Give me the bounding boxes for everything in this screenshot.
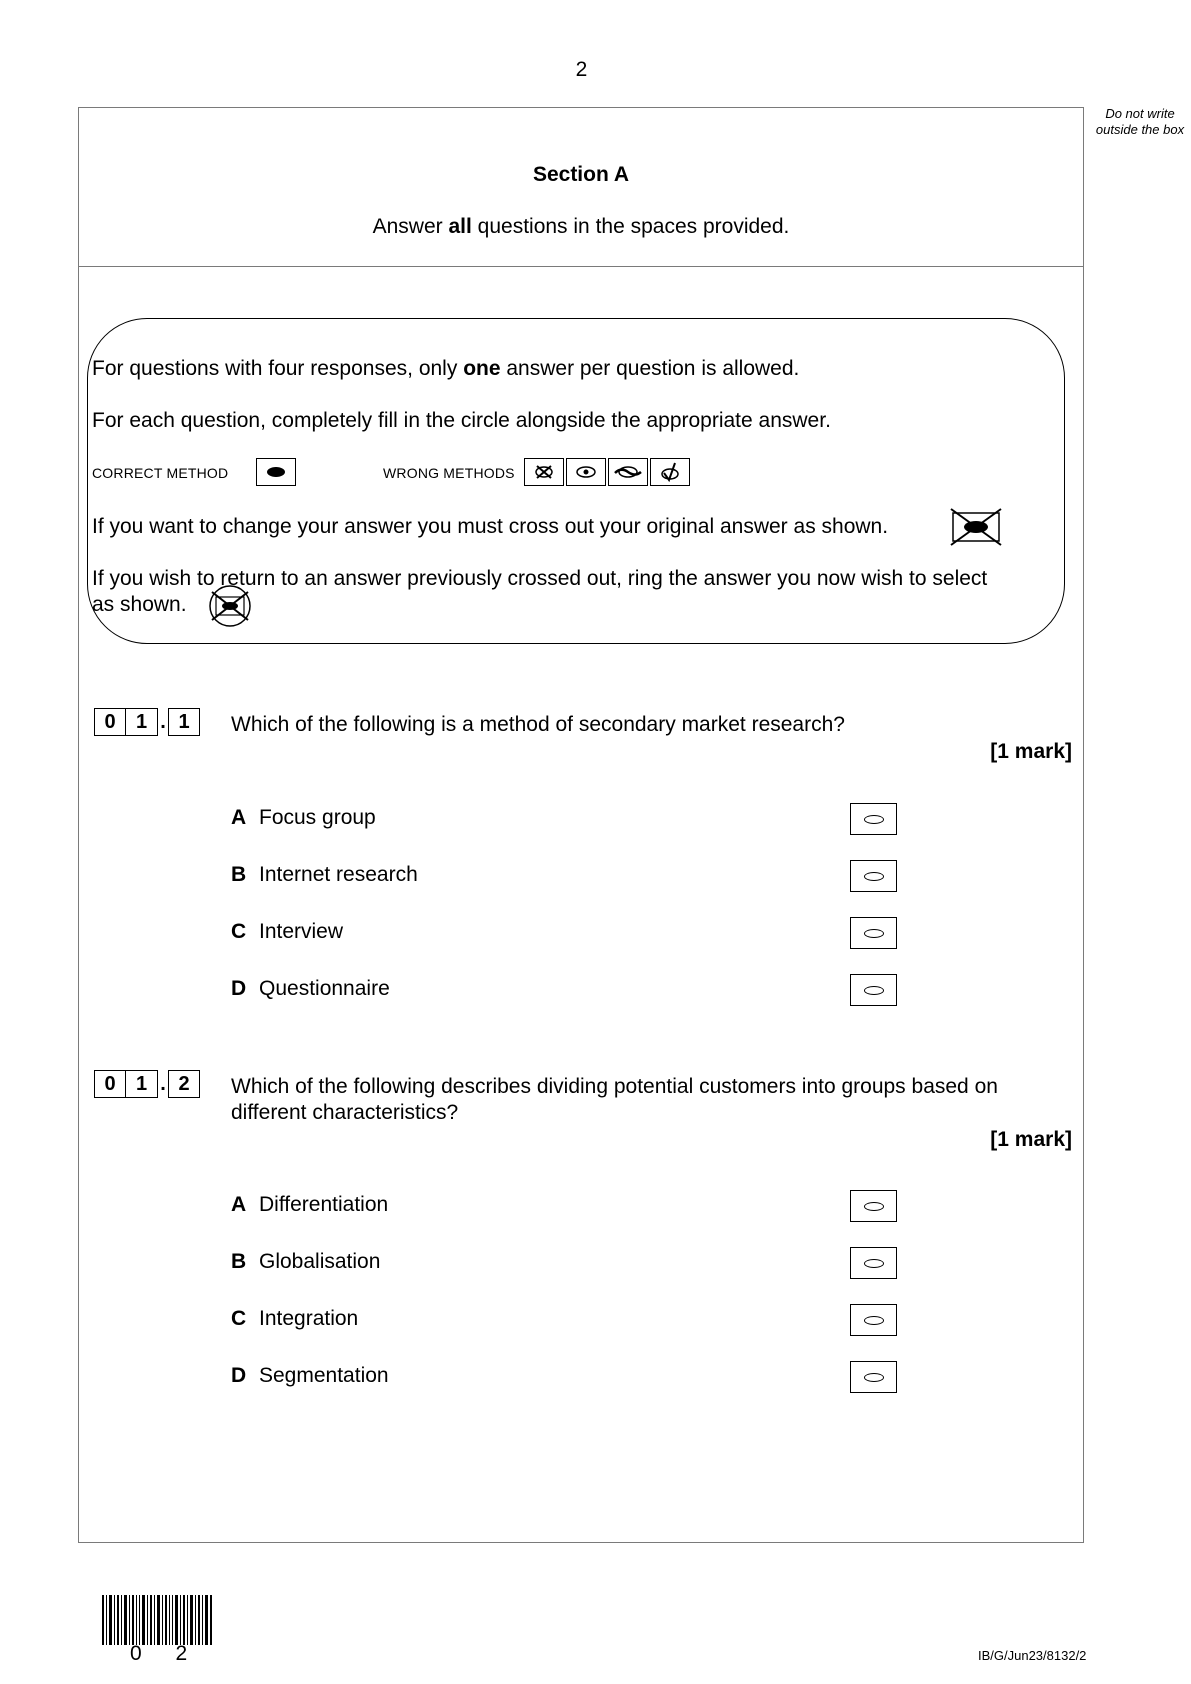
wrong-method-tick-icon [650, 458, 690, 486]
wrong-method-scribble-icon [608, 458, 648, 486]
option-label: Integration [259, 1307, 359, 1330]
question-number-dot: . [160, 1073, 166, 1095]
option-letter: C [231, 1307, 247, 1330]
option-label: Questionnaire [259, 977, 390, 1000]
option-d [231, 1364, 389, 1388]
question-number-digit: 0 [94, 708, 126, 736]
option-a [231, 1193, 388, 1217]
wrong-method-cross-icon [524, 458, 564, 486]
question-number-01-1 [94, 708, 200, 736]
section-instruction-post: questions in the spaces provided. [471, 215, 790, 238]
wrong-methods-label: WRONG METHODS [383, 465, 515, 481]
header-divider [78, 266, 1084, 267]
instructions-panel [87, 318, 1065, 644]
option-c-answer-box[interactable] [850, 1304, 897, 1336]
answer-oval-icon [864, 1202, 884, 1211]
question-text-01-1: Which of the following is a method of secondary market research? [231, 713, 845, 736]
question-number-digit: 1 [126, 1070, 158, 1098]
option-c [231, 920, 343, 944]
option-a-answer-box[interactable] [850, 1190, 897, 1222]
answer-oval-icon [864, 872, 884, 881]
option-label: Segmentation [259, 1364, 389, 1387]
barcode-page-number: 0 2 [130, 1642, 202, 1665]
question-text-01-2: Which of the following describes dividing potential customers into groups based on different characteristics? [231, 1075, 998, 1124]
option-c-answer-box[interactable] [850, 917, 897, 949]
answer-oval-icon [864, 815, 884, 824]
option-a [231, 806, 376, 830]
instruction-one-answer-post: answer per question is allowed. [500, 357, 800, 380]
answer-oval-icon [864, 1373, 884, 1382]
option-letter: A [231, 1193, 247, 1216]
section-title: Section A [532, 163, 630, 186]
option-label: Internet research [259, 863, 418, 886]
question-number-dot: . [160, 711, 166, 733]
instruction-one-answer-bold: one [463, 357, 501, 380]
option-b-answer-box[interactable] [850, 1247, 897, 1279]
option-d-answer-box[interactable] [850, 1361, 897, 1393]
option-label: Differentiation [259, 1193, 389, 1216]
answer-oval-icon [864, 1259, 884, 1268]
margin-note: Do not write outside the box [1095, 106, 1185, 137]
option-letter: D [231, 1364, 247, 1387]
ringed-answer-example-icon [204, 584, 256, 628]
option-b [231, 1250, 380, 1274]
option-label: Focus group [259, 806, 376, 829]
section-instruction-pre: Answer [372, 215, 449, 238]
correct-method-label: CORRECT METHOD [92, 465, 229, 481]
question-number-digit: 1 [126, 708, 158, 736]
paper-reference-code: IB/G/Jun23/8132/2 [978, 1648, 1087, 1663]
correct-method-example-icon [256, 458, 296, 486]
option-b [231, 863, 418, 887]
option-d [231, 977, 390, 1001]
section-instruction [78, 215, 1084, 239]
option-label: Interview [259, 920, 344, 943]
instruction-ring-answer-line1: If you wish to return to an answer previously crossed out, ring the answer you now wish to select [92, 567, 988, 590]
wrong-method-dot-icon [566, 458, 606, 486]
option-letter: B [231, 863, 247, 886]
answer-oval-icon [864, 929, 884, 938]
option-letter: D [231, 977, 247, 1000]
section-instruction-bold: all [448, 215, 472, 238]
option-a-answer-box[interactable] [850, 803, 897, 835]
page-number: 2 [575, 58, 588, 81]
question-number-01-2 [94, 1070, 200, 1098]
option-c [231, 1307, 358, 1331]
option-d-answer-box[interactable] [850, 974, 897, 1006]
instruction-fill-circle: For each question, completely fill in the circle alongside the appropriate answer. [92, 409, 831, 432]
answer-oval-icon [864, 986, 884, 995]
mark-allocation: [1 mark] [990, 740, 1072, 763]
option-label: Globalisation [259, 1250, 381, 1273]
question-number-digit: 2 [168, 1070, 200, 1098]
option-letter: C [231, 920, 247, 943]
option-b-answer-box[interactable] [850, 860, 897, 892]
option-letter: B [231, 1250, 247, 1273]
mark-allocation: [1 mark] [990, 1128, 1072, 1151]
instruction-cross-out: If you want to change your answer you must cross out your original answer as shown. [92, 515, 889, 538]
instruction-one-answer [92, 357, 799, 381]
instruction-ring-answer-line2: as shown. [92, 593, 187, 616]
answer-oval-icon [864, 1316, 884, 1325]
question-number-digit: 1 [168, 708, 200, 736]
crossed-out-example-icon [950, 507, 1002, 547]
option-letter: A [231, 806, 247, 829]
instruction-one-answer-pre: For questions with four responses, only [92, 357, 464, 380]
question-number-digit: 0 [94, 1070, 126, 1098]
barcode [102, 1592, 212, 1648]
